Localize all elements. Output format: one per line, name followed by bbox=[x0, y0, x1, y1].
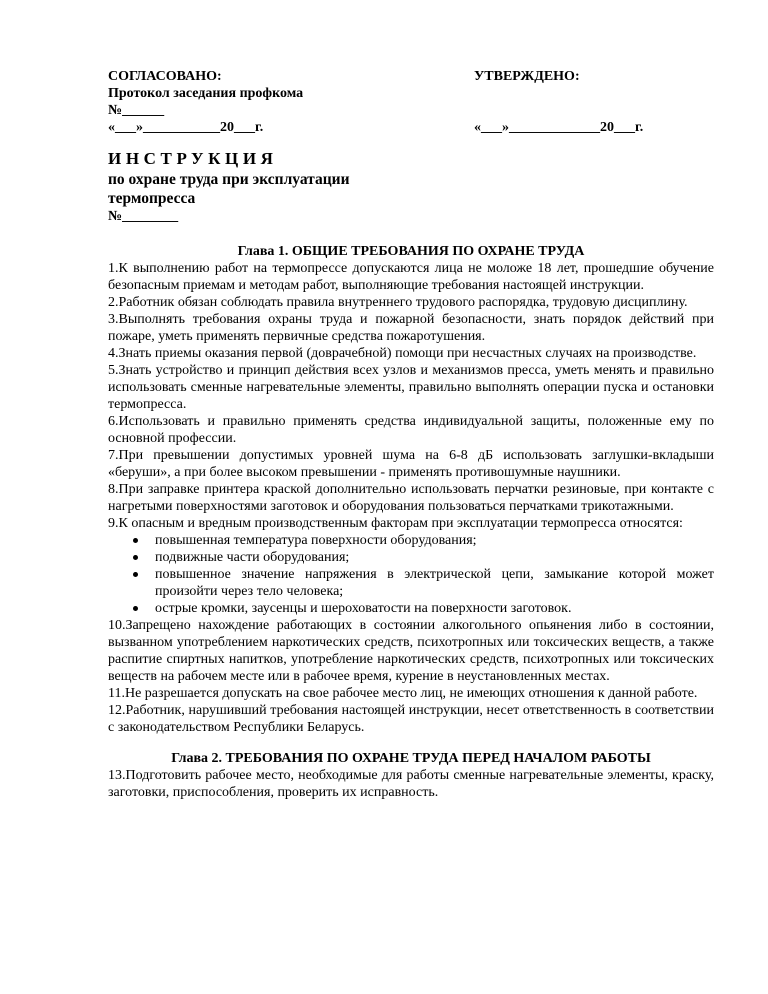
list-item bbox=[108, 549, 714, 566]
paragraph-1: 1.К выполнению работ на термопрессе допускаются лица не моложе 18 лет, прошедшие обучение безопасным приемам и методам работ, выполняющие требования настоящей инструкции. bbox=[108, 261, 714, 293]
paragraph-5: 5.Знать устройство и принцип действия всех узлов и механизмов пресса, уметь менять и правильно использовать сменные нагревательные элементы, правильно выполнять операции пуска и остановки термопресса. bbox=[108, 363, 714, 412]
paragraph-12: 12.Работник, нарушивший требования настоящей инструкции, несет ответственность в соответствии с законодательством Республики Беларусь. bbox=[108, 703, 714, 735]
document-title: ИНСТРУКЦИЯ bbox=[108, 149, 278, 168]
hazard-list bbox=[108, 532, 714, 617]
paragraph-9: 9.К опасным и вредным производственным факторам при эксплуатации термопресса относятся: bbox=[108, 516, 683, 531]
list-item-text: повышенная температура поверхности оборудования; bbox=[155, 533, 477, 548]
paragraph-11: 11.Не разрешается допускать на свое рабочее место лиц, не имеющих отношения к данной работе. bbox=[108, 686, 698, 701]
list-item-text: острые кромки, заусенцы и шероховатости на поверхности заготовок. bbox=[155, 601, 572, 616]
document-subtitle-1: по охране труда при эксплуатации bbox=[108, 171, 350, 188]
list-item-text: повышенное значение напряжения в электрической цепи, замыкание которой может произойти через тело человека; bbox=[155, 567, 714, 599]
paragraph-3: 3.Выполнять требования охраны труда и пожарной безопасности, знать порядок действий при пожаре, уметь применять первичные средства пожаротушения. bbox=[108, 312, 714, 344]
paragraph-8: 8.При заправке принтера краской дополнительно использовать перчатки резиновые, при контакте с нагретыми поверхностями заготовок и оборудования пользоваться перчатками трикотажными. bbox=[108, 482, 714, 514]
document-title-block bbox=[108, 148, 714, 225]
chapter-1-heading: Глава 1. ОБЩИЕ ТРЕБОВАНИЯ ПО ОХРАНЕ ТРУДА bbox=[237, 244, 585, 259]
list-item-text: подвижные части оборудования; bbox=[155, 550, 350, 565]
paragraph-2: 2.Работник обязан соблюдать правила внутреннего трудового распорядка, трудовую дисциплину. bbox=[108, 295, 688, 310]
approved-date: «___»_____________20___г. bbox=[474, 120, 644, 135]
document-number: №________ bbox=[108, 209, 179, 224]
protocol-number: №______ bbox=[108, 103, 165, 118]
approved-title: УТВЕРЖДЕНО: bbox=[474, 69, 580, 84]
list-item bbox=[108, 600, 714, 617]
list-item bbox=[108, 566, 714, 600]
paragraph-13: 13.Подготовить рабочее место, необходимые для работы сменные нагревательные элементы, краску, заготовки, приспособления, проверить их исправность. bbox=[108, 768, 714, 800]
document-subtitle-2: термопресса bbox=[108, 190, 196, 207]
paragraph-10: 10.Запрещено нахождение работающих в состоянии алкогольного опьянения либо в состоянии, вызванном употреблением наркотических средств, психотропных или токсических веществ, а также распитие спиртных напитков, употребление наркотических средств, психотропных или токсических веществ на рабочем месте или в рабочее время, курение в неустановленных местах. bbox=[108, 618, 714, 684]
agreed-date: «___»___________20___г. bbox=[108, 120, 264, 135]
paragraph-7: 7.При превышении допустимых уровней шума на 6-8 дБ использовать заглушки-вкладыши «беруши», а при более высоком превышении - применять противошумные наушники. bbox=[108, 448, 714, 480]
document-page bbox=[108, 60, 714, 801]
bullet-icon bbox=[133, 572, 138, 577]
protocol-label: Протокол заседания профкома bbox=[108, 86, 304, 101]
paragraph-4: 4.Знать приемы оказания первой (доврачебной) помощи при несчастных случаях на производстве. bbox=[108, 346, 697, 361]
chapter-2-heading: Глава 2. ТРЕБОВАНИЯ ПО ОХРАНЕ ТРУДА ПЕРЕД НАЧАЛОМ РАБОТЫ bbox=[171, 751, 651, 766]
approval-block bbox=[108, 60, 714, 135]
bullet-icon bbox=[133, 606, 138, 611]
bullet-icon bbox=[133, 555, 138, 560]
bullet-icon bbox=[133, 538, 138, 543]
agreed-block bbox=[108, 68, 408, 136]
agreed-title: СОГЛАСОВАНО: bbox=[108, 69, 222, 84]
list-item bbox=[108, 532, 714, 549]
paragraph-6: 6.Использовать и правильно применять средства индивидуальной защиты, положенные ему по основной профессии. bbox=[108, 414, 714, 446]
approved-block bbox=[474, 68, 714, 136]
